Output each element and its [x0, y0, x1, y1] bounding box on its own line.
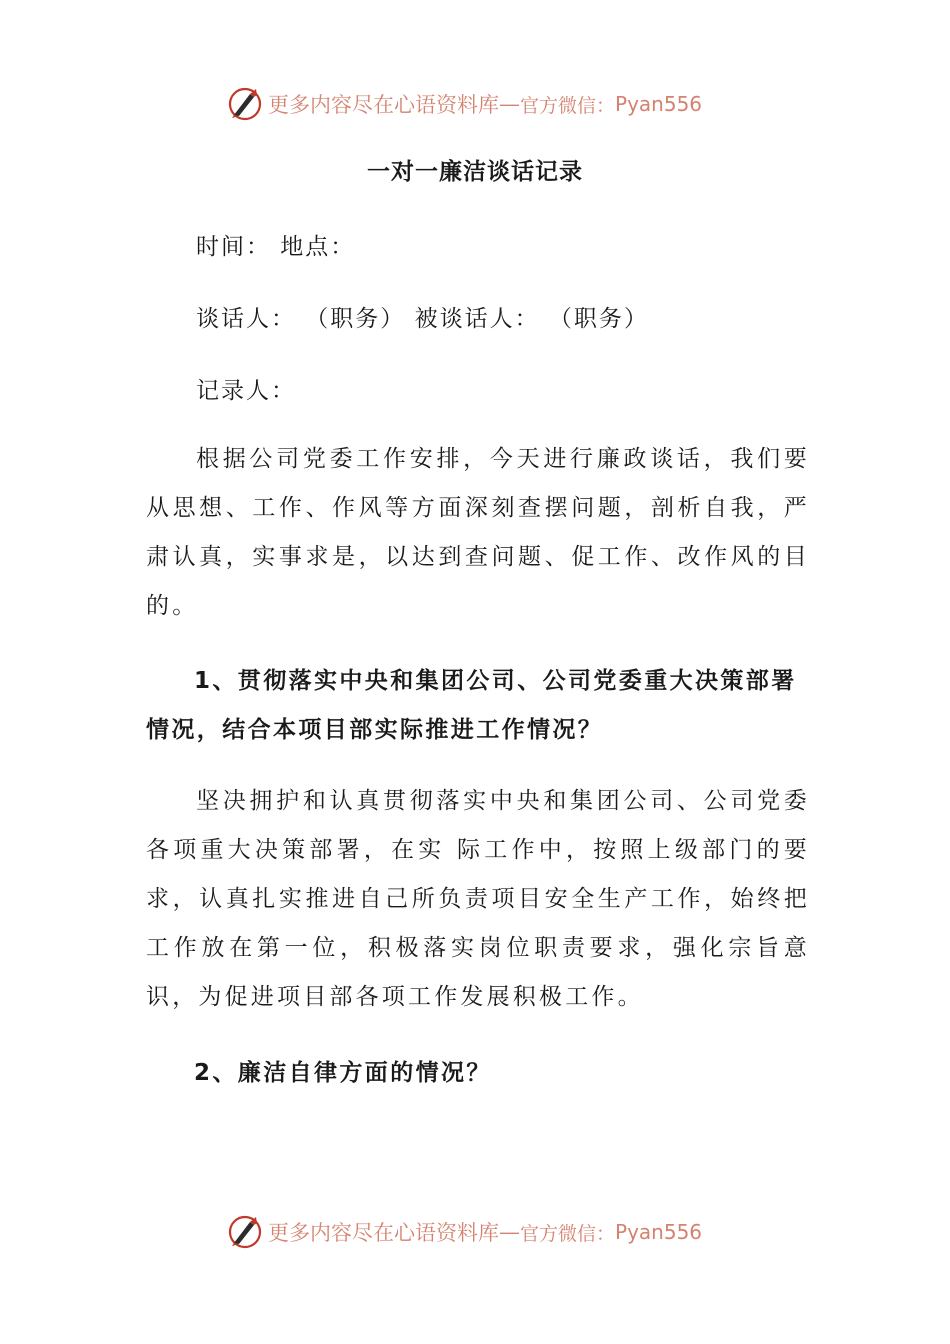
site-name-text: 更多内容尽在心语资料库 — [268, 1221, 499, 1245]
header-watermark-banner — [226, 84, 702, 124]
wechat-label: 官方微信： — [520, 1222, 616, 1245]
time-location-line: 时间： 地点： — [196, 234, 356, 260]
intro-paragraph: 根据公司党委工作安排，今天进行廉政谈话，我们要从思想、工作、作风等方面深刻查摆问题，剖析自我，严肃认真，实事求是，以达到查问题、促工作、改作风的目的。 — [146, 446, 810, 619]
site-name-text: 更多内容尽在心语资料库 — [268, 93, 499, 117]
wechat-label: 官方微信： — [520, 94, 616, 117]
people-line: 谈话人： （职务） 被谈话人： （职务） — [196, 306, 649, 332]
recorder-line: 记录人： — [196, 378, 296, 404]
document-title: 一对一廉洁谈话记录 — [367, 159, 583, 185]
wechat-id: Pyan556 — [615, 1220, 703, 1244]
wechat-id: Pyan556 — [615, 92, 703, 116]
quill-pen-circle-icon — [226, 85, 264, 123]
quill-pen-circle-icon — [226, 1213, 264, 1251]
section-1-heading: 1、贯彻落实中央和集团公司、公司党委重大决策部署情况，结合本项目部实际推进工作情况？ — [146, 668, 797, 743]
footer-watermark-banner — [226, 1212, 702, 1252]
separator-dash: — — [499, 92, 520, 116]
section-2-heading: 2、廉洁自律方面的情况？ — [194, 1060, 492, 1086]
separator-dash: — — [499, 1220, 520, 1244]
section-1-body: 坚决拥护和认真贯彻落实中央和集团公司、公司党委各项重大决策部署，在实 际工作中，按照上级部门的要求，认真扎实推进自己所负责项目安全生产工作，始终把工作放在第一位，积极落实岗位职责要求，强化宗旨意识，为促进项目部各项工作发展积极工作。 — [146, 788, 810, 1010]
